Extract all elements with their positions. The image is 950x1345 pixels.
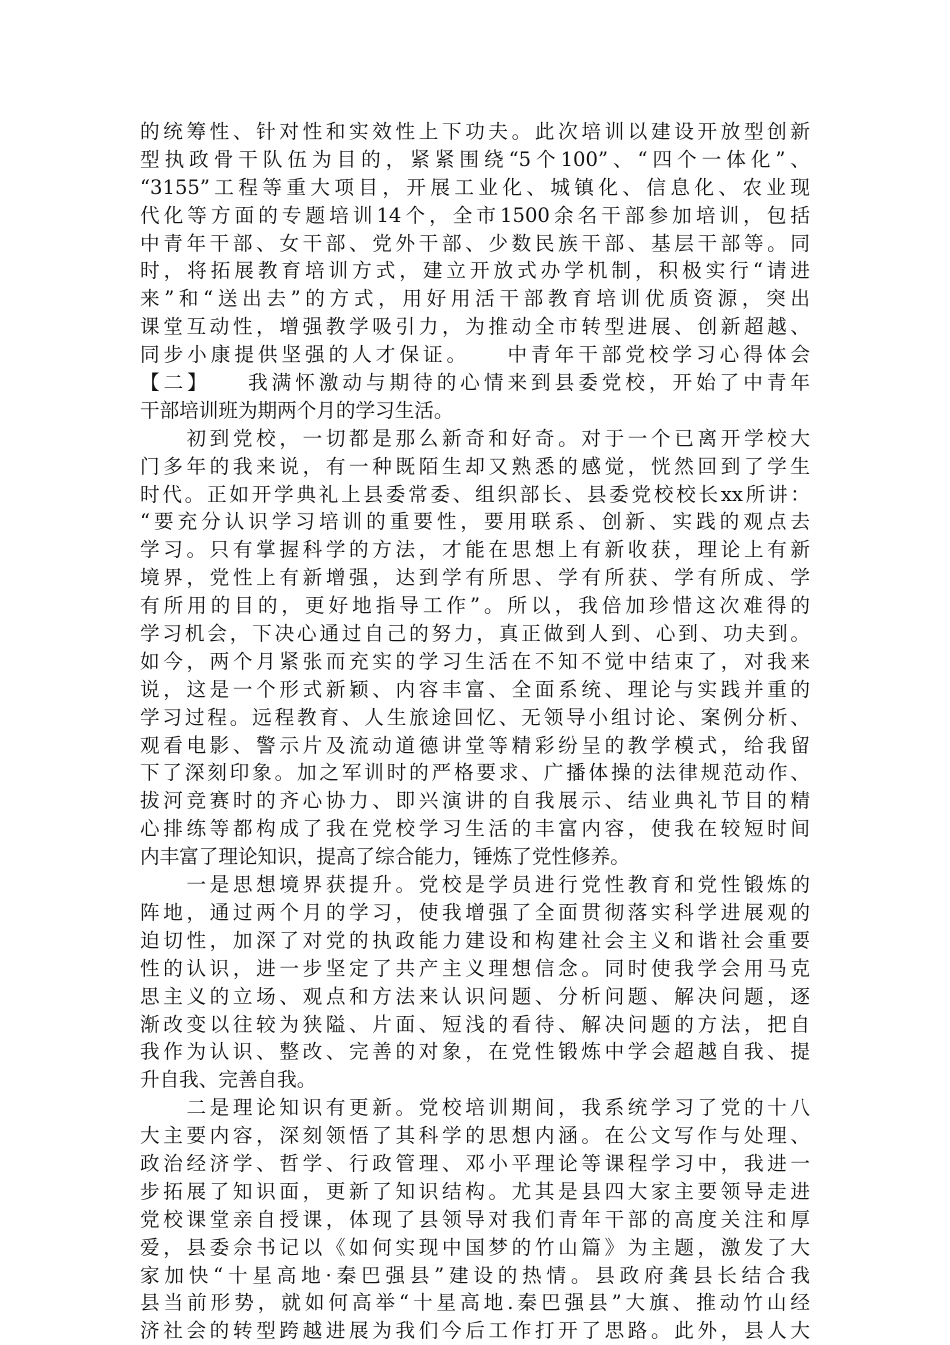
- text-line: 的统筹性、针对性和实效性上下功夫。此次培训以建设开放型创新: [140, 120, 810, 143]
- text-line: 学习。只有掌握科学的方法，才能在思想上有新收获，理论上有新: [140, 538, 810, 562]
- text-line: “要充分认识学习培训的重要性，要用联系、创新、实践的观点去: [140, 510, 810, 534]
- text-line: 阵地，通过两个月的学习，使我增强了全面贯彻落实科学进展观的: [140, 900, 810, 924]
- text-line: 中青年干部、女干部、党外干部、少数民族干部、基层干部等。同: [140, 231, 810, 255]
- document-body: [140, 118, 810, 1345]
- text-line: 干部培训班为期两个月的学习生活。: [140, 398, 454, 422]
- text-line: 课堂互动性，增强教学吸引力，为推动全市转型进展、创新超越、: [140, 315, 810, 339]
- text-line: 门多年的我来说，有一种既陌生却又熟悉的感觉，恍然回到了学生: [140, 454, 810, 478]
- text-line: 下了深刻印象。加之军训时的严格要求、广播体操的法律规范动作、: [140, 761, 810, 785]
- text-line: 政治经济学、哲学、行政管理、邓小平理论等课程学习中，我进一: [140, 1151, 810, 1175]
- text-line: 拔河竞赛时的齐心协力、即兴演讲的自我展示、结业典礼节目的精: [140, 789, 810, 813]
- text-line: 代化等方面的专题培训14个，全市1500余名干部参加培训，包括: [140, 203, 810, 227]
- text-line: 济社会的转型跨越进展为我们今后工作打开了思路。此外，县人大: [140, 1319, 810, 1343]
- text-line: 一是思想境界获提升。党校是学员进行党性教育和党性锻炼的: [140, 873, 810, 897]
- text-line: 二是理论知识有更新。党校培训期间，我系统学习了党的十八: [140, 1096, 810, 1120]
- text-line: 学习过程。远程教育、人生旅途回忆、无领导小组讨论、案例分析、: [140, 705, 810, 729]
- text-line: 学习机会，下决心通过自己的努力，真正做到人到、心到、功夫到。: [140, 622, 810, 646]
- text-line: 性的认识，进一步坚定了共产主义理想信念。同时使我学会用马克: [140, 956, 810, 980]
- text-line: 【二】 我满怀激动与期待的心情来到县委党校，开始了中青年: [140, 371, 810, 395]
- text-line: 心排练等都构成了我在党校学习生活的丰富内容，使我在较短时间: [140, 817, 810, 841]
- text-line: 如今，两个月紧张而充实的学习生活在不知不觉中结束了，对我来: [140, 649, 810, 673]
- text-line: 步拓展了知识面，更新了知识结构。尤其是县四大家主要领导走进: [140, 1179, 810, 1203]
- text-line: “3155”工程等重大项目，开展工业化、城镇化、信息化、农业现: [140, 175, 810, 199]
- text-line: 大主要内容，深刻领悟了其科学的思想内涵。在公文写作与处理、: [140, 1124, 810, 1148]
- text-line: 爱，县委佘书记以《如何实现中国梦的竹山篇》为主题，激发了大: [140, 1235, 810, 1259]
- text-line: 迫切性，加深了对党的执政能力建设和构建社会主义和谐社会重要: [140, 928, 810, 952]
- text-line: 我作为认识、整改、完善的对象，在党性锻炼中学会超越自我、提: [140, 1040, 810, 1064]
- text-line: 时代。正如开学典礼上县委常委、组织部长、县委党校校长xx所讲：: [140, 482, 810, 506]
- text-line: 县当前形势，就如何高举“十星高地.秦巴强县”大旗、推动竹山经: [140, 1291, 810, 1315]
- text-line: 型执政骨干队伍为目的，紧紧围绕“5个100”、“四个一体化”、: [140, 147, 810, 171]
- text-line: 初到党校，一切都是那么新奇和好奇。对于一个已离开学校大: [140, 426, 810, 450]
- text-line: 境界，党性上有新增强，达到学有所思、学有所获、学有所成、学: [140, 566, 810, 590]
- text-line: 升自我、完善自我。: [140, 1068, 317, 1092]
- text-line: 家加快“十星高地·秦巴强县”建设的热情。县政府龚县长结合我: [140, 1263, 810, 1287]
- text-line: 有所用的目的，更好地指导工作”。所以，我倍加珍惜这次难得的: [140, 594, 810, 618]
- text-line: 说，这是一个形式新颖、内容丰富、全面系统、理论与实践并重的: [140, 677, 810, 701]
- text-line: 来”和“送出去”的方式，用好用活干部教育培训优质资源，突出: [140, 287, 810, 311]
- text-line: 观看电影、警示片及流动道德讲堂等精彩纷呈的教学模式，给我留: [140, 733, 810, 757]
- text-line: 内丰富了理论知识，提高了综合能力，锤炼了党性修养。: [140, 845, 630, 869]
- text-line: 党校课堂亲自授课，体现了县领导对我们青年干部的高度关注和厚: [140, 1207, 810, 1231]
- text-line: 时，将拓展教育培训方式，建立开放式办学机制，积极实行“请进: [140, 259, 810, 283]
- text-line: 思主义的立场、观点和方法来认识问题、分析问题、解决问题，逐: [140, 984, 810, 1008]
- text-line: 同步小康提供坚强的人才保证。 中青年干部党校学习心得体会: [140, 343, 810, 367]
- text-line: 渐改变以往较为狭隘、片面、短浅的看待、解决问题的方法，把自: [140, 1012, 810, 1036]
